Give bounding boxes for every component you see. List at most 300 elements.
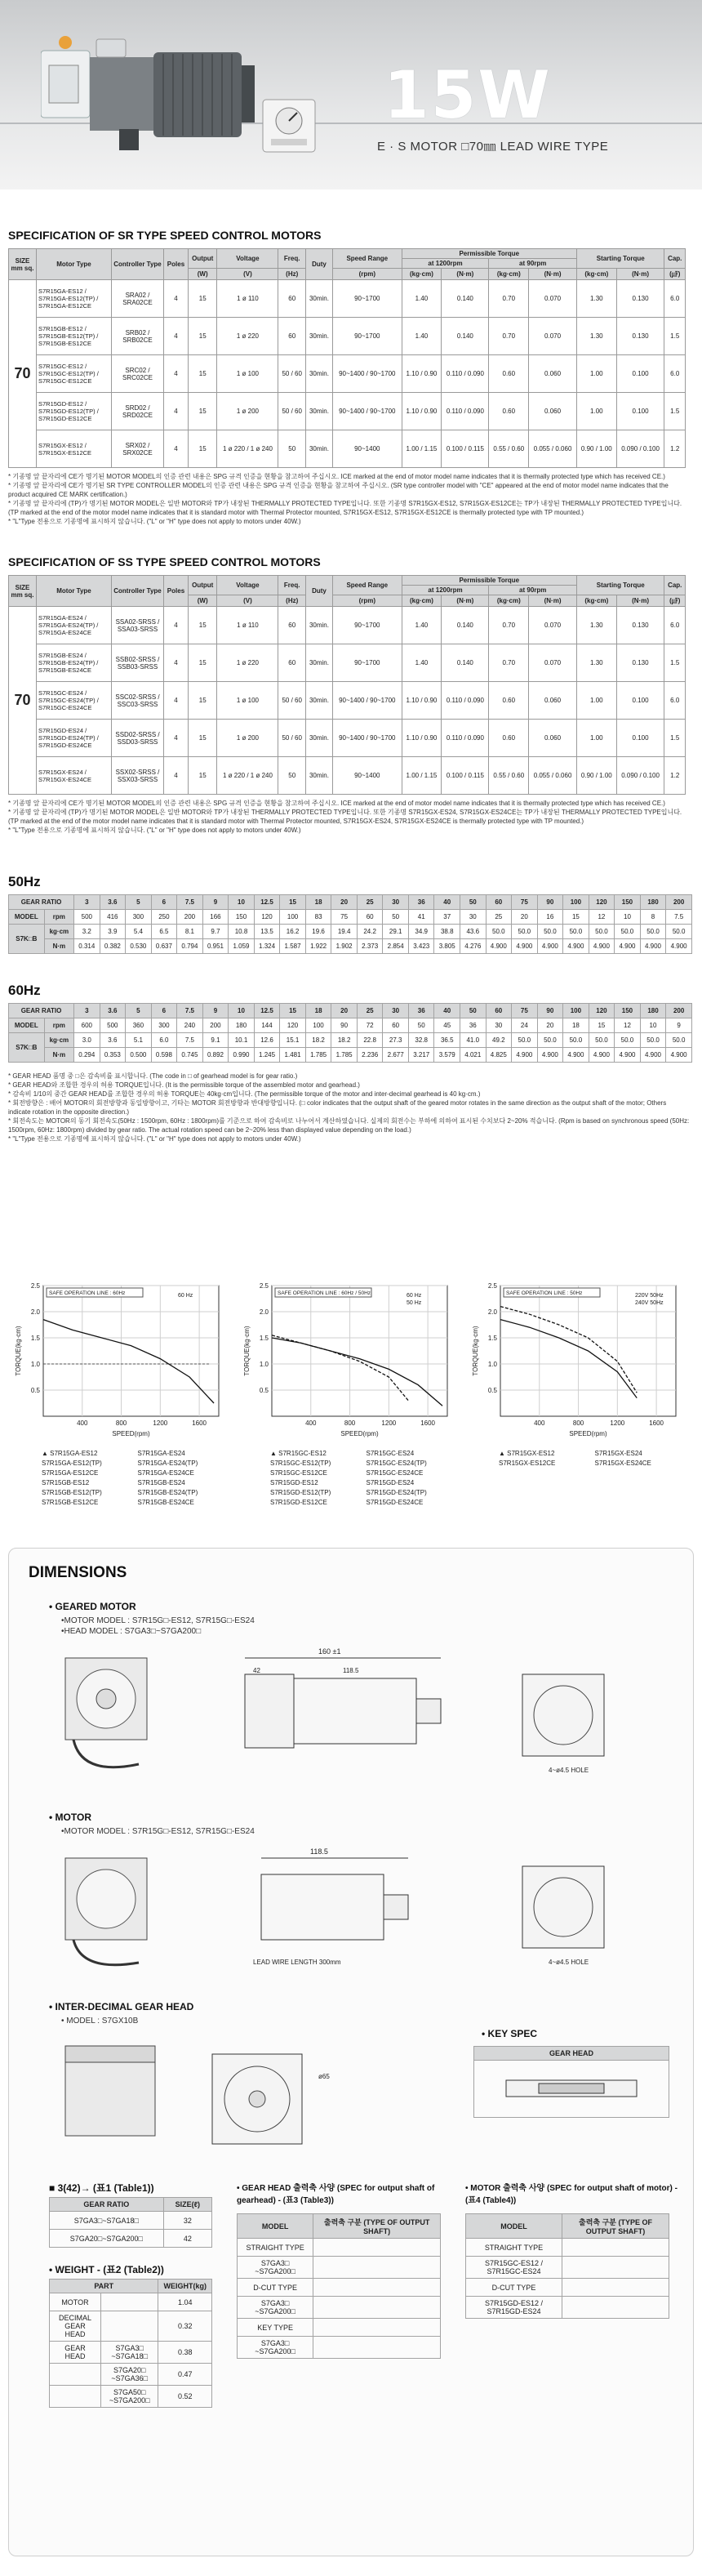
spec-cell-sk: 1.30 (576, 280, 616, 318)
legend-item: S7R15GB-ES12CE (42, 1499, 99, 1506)
sr-notes (8, 472, 690, 526)
rpm-cell: 16 (537, 910, 563, 925)
table3-title: • GEAR HEAD 출력축 사양 (SPEC for output shaft of gearhead) - (표3 (Table3)) (237, 2184, 435, 2205)
gear-ratio-cell: 60 (486, 1004, 512, 1018)
table-cell: MOTOR (50, 2293, 101, 2311)
weight-title: • WEIGHT - (표2 (Table2)) (49, 2264, 164, 2275)
rpm-cell: 300 (151, 1018, 177, 1033)
torque-nm-cell: 0.530 (126, 939, 152, 954)
gear-60hz-table (8, 1003, 692, 1063)
legend-item: S7R15GD-ES24 (366, 1479, 415, 1486)
rpm-cell: 166 (202, 910, 229, 925)
rpm-cell: 60 (357, 910, 383, 925)
speed-controller-image (260, 96, 325, 155)
spec-cell-volt: 1 ø 110 (217, 280, 278, 318)
torque-nm-cell: 4.900 (589, 1048, 615, 1063)
spec-cell-duty: 30min. (305, 682, 332, 720)
rpm-cell: 600 (74, 1018, 100, 1033)
table-cell (313, 2337, 441, 2359)
torque-kg-cell: 50.0 (666, 1033, 692, 1048)
rpm-cell: 100 (305, 1018, 331, 1033)
table-cell: S7GA20□~S7GA200□ (50, 2230, 164, 2248)
rpm-cell: 72 (357, 1018, 383, 1033)
torque-kg-cell: 50.0 (640, 925, 666, 939)
spec-cell-t9k: 0.70 (489, 280, 529, 318)
spec-cell-t1n: 0.140 (442, 280, 489, 318)
y-axis-label: TORQUE(kg·cm) (15, 1326, 22, 1376)
spec-cell-t9n: 0.070 (529, 318, 577, 355)
table-cell: S7GA3□~S7GA18□ (50, 2212, 164, 2230)
torque-nm-cell: 4.900 (512, 1048, 538, 1063)
torque-kg-cell: 6.5 (151, 925, 177, 939)
y-tick-label: 2.5 (259, 1282, 269, 1290)
table-row (50, 2342, 212, 2364)
spec-row (9, 430, 686, 468)
gear-ratio-cell: 15 (280, 1004, 306, 1018)
hero-model-title: 15W (384, 57, 552, 133)
torque-kg-cell: 3.0 (74, 1033, 100, 1048)
key-spec-title: • KEY SPEC (482, 2028, 538, 2039)
gear-ratio-cell: 120 (589, 895, 615, 910)
table-row (238, 2319, 441, 2337)
gear-ratio-cell: 3.6 (100, 895, 126, 910)
gear-ratio-cell: 150 (615, 895, 641, 910)
spec-cell-ctrl: SSX02-SRSS / SSX03-SRSS (112, 757, 164, 795)
table-cell: S7R15GC-ES12 / S7R15GC-ES24 (466, 2257, 562, 2279)
x-tick-label: 400 (77, 1419, 88, 1427)
spec-cell-out: 15 (188, 430, 217, 468)
torque-nm-cell: 0.500 (126, 1048, 152, 1063)
kg-label: kg·cm (44, 1033, 73, 1048)
torque-kg-cell: 3.6 (100, 1033, 126, 1048)
dim-label: LEAD WIRE LENGTH 300mm (253, 1959, 341, 1966)
gear-ratio-cell: 60 (486, 895, 512, 910)
spec-cell-out: 15 (188, 355, 217, 393)
rpm-cell: 500 (100, 1018, 126, 1033)
spec-row (9, 644, 686, 682)
torque-kg-cell: 50.0 (589, 1033, 615, 1048)
rpm-cell: 250 (151, 910, 177, 925)
torque-nm-cell: 4.900 (666, 1048, 692, 1063)
y-tick-label: 0.5 (30, 1387, 40, 1394)
note-item: * 기종명 앞 끝자리에 CE가 명기된 MOTOR MODEL의 인증 관련 내용은 SPG 규격 인증을 현황을 참고하여 주십시오. ICE marked at the end of motor model name indicates that it is thermally protected type which has received CE.) (8, 473, 665, 480)
spec-cell-out: 15 (188, 720, 217, 757)
table-cell: S7GA50□ ~S7GA200□ (100, 2386, 158, 2408)
motor-model: •MOTOR MODEL : S7R15G□-ES12, S7R15G□-ES24 (61, 1827, 255, 1836)
spec-cell-poles: 4 (164, 280, 189, 318)
spec-cell-t9k: 0.60 (489, 355, 529, 393)
spec-row (9, 280, 686, 318)
torque-kg-cell: 43.6 (460, 925, 487, 939)
spec-cell-freq: 60 (278, 280, 306, 318)
gear-notes (8, 1072, 690, 1143)
spec-cell-sn: 0.100 (616, 720, 664, 757)
x-tick-label: 1600 (192, 1419, 207, 1427)
torque-nm-cell: 1.785 (331, 1048, 358, 1063)
spec-cell-volt: 1 ø 220 (217, 644, 278, 682)
torque-nm-cell: 1.902 (331, 939, 358, 954)
spec-cell-freq: 50 / 60 (278, 355, 306, 393)
table-cell (313, 2279, 441, 2297)
gear-ratio-row (9, 895, 692, 910)
spec-cell-out: 15 (188, 393, 217, 430)
table-row (238, 2337, 441, 2359)
torque-kg-cell: 27.3 (383, 1033, 409, 1048)
note-item: * 기종명 앞 끝자리에 (TP)가 명기된 MOTOR MODEL은 일반 MOTOR와 TP가 내장된 THERMALLY PROTECTED TYPE입니다. 또한 기종명 S7R15GX-ES12, S7R15GX-ES12CE는 TP가 내장된 THERMALLY PROTECTED TYPE입니다. (TP marked at the end of the motor model name indicates that it is standard motor with Thermal Protector mounted, S7R15GX-ES12, S7R15GX-ES12CE is thermally protected type with TP mounted.) (8, 500, 682, 516)
torque-nm-cell: 1.481 (280, 1048, 306, 1063)
torque-kg-cell: 15.1 (280, 1033, 306, 1048)
torque-nm-cell: 0.990 (229, 1048, 255, 1063)
torque-nm-cell: 2.854 (383, 939, 409, 954)
note-item: * 회전방향은 : 배어 MOTOR의 회전방향과 동일방향이고, 기타는 MOTOR 회전방향과 반대방향입니다. (□ color indicates that the output shaft of the geared motor rotates in the same direction as the output shaft of the motor; Others indicate rotation in the opposite direction.) (8, 1099, 667, 1116)
torque-kg-cell: 50.0 (563, 1033, 589, 1048)
torque-chart-2 (241, 1274, 457, 1519)
gear-ratio-cell: 200 (666, 895, 692, 910)
spec-cell-volt: 1 ø 100 (217, 355, 278, 393)
gear-ratio-label: GEAR RATIO (9, 895, 74, 910)
model-label: MODEL (9, 1018, 45, 1033)
torque-nm-cell: 0.314 (74, 939, 100, 954)
spec-cell-sn: 0.100 (616, 393, 664, 430)
spec-cell-t9k: 0.70 (489, 607, 529, 644)
spec-cell-t1n: 0.110 / 0.090 (442, 393, 489, 430)
spec-cell-duty: 30min. (305, 757, 332, 795)
torque-nm-cell: 1.245 (254, 1048, 280, 1063)
rpm-cell: 75 (331, 910, 358, 925)
spec-cell-freq: 60 (278, 607, 306, 644)
gear-50hz-table (8, 894, 692, 954)
safe-operation-label: SAFE OPERATION LINE : 50Hz (506, 1290, 583, 1296)
gear-ratio-cell: 36 (408, 895, 434, 910)
gear-ratio-cell: 25 (357, 1004, 383, 1018)
table-header-cell: 출력축 구분 (TYPE OF OUTPUT SHAFT) (562, 2214, 669, 2239)
gear-ratio-cell: 10 (229, 895, 255, 910)
table-header-cell: WEIGHT(kg) (158, 2280, 212, 2293)
torque-kg-cell: 18.2 (331, 1033, 358, 1048)
rpm-cell: 200 (177, 910, 203, 925)
table-cell: 0.52 (158, 2386, 212, 2408)
spec-cell-out: 15 (188, 682, 217, 720)
spec-cell-duty: 30min. (305, 355, 332, 393)
spec-cell-speed: 90~1700 (332, 318, 402, 355)
table-cell: 42 (163, 2230, 211, 2248)
legend-item: S7R15GA-ES24 (137, 1450, 185, 1457)
rpm-cell: 30 (460, 910, 487, 925)
legend-item: S7R15GX-ES24 (594, 1450, 642, 1457)
spec-cell-sn: 0.130 (616, 318, 664, 355)
torque-kg-cell: 50.0 (512, 1033, 538, 1048)
torque-nm-cell: 4.900 (615, 939, 641, 954)
legend-item: S7R15GA-ES24CE (137, 1469, 194, 1477)
hero-banner (0, 0, 702, 189)
series-label: 240V 50Hz (635, 1300, 664, 1306)
gear-rpm-row (9, 1018, 692, 1033)
spec-cell-cap: 1.5 (664, 393, 686, 430)
safe-operation-label: SAFE OPERATION LINE : 60Hz (49, 1290, 126, 1296)
spec-cell-t9n: 0.060 (529, 393, 577, 430)
safe-operation-label: SAFE OPERATION LINE : 60Hz / 50Hz (278, 1290, 371, 1296)
torque-kg-cell: 3.2 (74, 925, 100, 939)
spec-cell-poles: 4 (164, 430, 189, 468)
note-item: * 기종명 앞 끝자리에 (TP)가 명기된 MOTOR MODEL은 일반 MOTOR와 TP가 내장된 THERMALLY PROTECTED TYPE입니다. 또한 기종명 S7R15GX-ES24, S7R15GX-ES24CE는 TP가 내장된 THERMALLY PROTECTED TYPE입니다. (TP marked at the end of the motor model name indicates that it is standard motor with Thermal Protector mounted, S7R15GX-ES24, S7R15GX-ES24CE is thermally protected type with TP mounted.) (8, 809, 682, 825)
table-cell (562, 2239, 669, 2257)
table-cell: 32 (163, 2212, 211, 2230)
spec-cell-t1k: 1.10 / 0.90 (402, 393, 442, 430)
legend-item: S7R15GC-ES12CE (270, 1469, 327, 1477)
torque-kg-cell: 3.9 (100, 925, 126, 939)
torque-kg-cell: 50.0 (537, 925, 563, 939)
spec-cell-out: 15 (188, 280, 217, 318)
legend-item: S7R15GB-ES12 (42, 1479, 90, 1486)
rpm-cell: 41 (408, 910, 434, 925)
gear-ratio-cell: 18 (305, 1004, 331, 1018)
torque-nm-cell: 4.900 (640, 939, 666, 954)
x-axis-label: SPEED(rpm) (112, 1430, 150, 1437)
legend-item: S7R15GD-ES12CE (270, 1499, 327, 1506)
y-axis-label: TORQUE(kg·cm) (243, 1326, 251, 1376)
x-tick-label: 800 (115, 1419, 127, 1427)
spec-cell-poles: 4 (164, 393, 189, 430)
spec-cell-speed: 90~1400 (332, 757, 402, 795)
torque-kg-cell: 9.1 (202, 1033, 229, 1048)
spec-cell-sn: 0.130 (616, 644, 664, 682)
torque-nm-cell: 0.598 (151, 1048, 177, 1063)
table-cell: 0.38 (158, 2342, 212, 2364)
spec-cell-sk: 0.90 / 1.00 (576, 430, 616, 468)
kg-label: kg·cm (44, 925, 73, 939)
spec-cell-t9n: 0.060 (529, 355, 577, 393)
gear-ratio-label: GEAR RATIO (9, 1004, 74, 1018)
rpm-cell: 37 (434, 910, 460, 925)
gear-ratio-cell: 10 (229, 1004, 255, 1018)
rpm-label: rpm (44, 910, 73, 925)
x-tick-label: 800 (344, 1419, 356, 1427)
spec-cell-volt: 1 ø 200 (217, 393, 278, 430)
gear-ratio-cell: 180 (640, 895, 666, 910)
spec-cell-cap: 1.5 (664, 720, 686, 757)
table-cell: KEY TYPE (238, 2319, 313, 2337)
spec-cell-sn: 0.100 (616, 682, 664, 720)
spec-cell-poles: 4 (164, 644, 189, 682)
key-spec-table: GEAR HEAD (473, 2046, 669, 2118)
spec-cell-volt: 1 ø 220 (217, 318, 278, 355)
spec-cell-speed: 90~1400 / 90~1700 (332, 355, 402, 393)
spec-cell-t9k: 0.60 (489, 720, 529, 757)
rpm-cell: 9 (666, 1018, 692, 1033)
rpm-cell: 20 (512, 910, 538, 925)
spec-cell-speed: 90~1700 (332, 607, 402, 644)
sr-spec-table: SIZE mm sq. Motor Type Controller Type Poles Output Voltage Freq. Duty Speed Range Permissible Torque Starting Torque Cap. at 1200rpm at 90rpm (W) (V) (Hz) (rpm) (kg·cm) (N·m) (kg·cm) (N·m) (kg·cm) (N·m) (㎌) 70 S7R15GA-ES12 / S7R15GA-ES12(TP) / S7R15GA-ES12CE SRA02 / SRA02CE 4 15 1 ø 110 60 30min. 90~1700 1.40 0.140 0.70 0.070 1.30 0.130 6.0 S7R15GB-ES12 / S7R15GB-ES12(TP) / S7R15GB-ES12CE SRB02 / SRB02CE 4 15 1 ø 220 60 30min. 90~1700 1.40 0.140 0.70 0.070 1.30 0.130 1.5 S7R15GC-ES12 / S7R15GC-ES12(TP) / S7R15GC-ES12CE SRC02 / SRC02CE 4 15 1 ø 100 50 / 60 30min. 90~1400 / 90~1700 1.10 / 0.90 0.110 / 0.090 0.60 0.060 1.00 0.100 6.0 S7R15GD-ES12 / S7R15GD-ES12(TP) / S7R15GD-ES12CE SRD02 / SRD02CE 4 15 1 ø 200 50 / 60 30min. 90~1400 / 90~1700 1.10 / 0.90 0.110 / 0.090 0.60 0.060 1.00 0.100 1.5 S7R15GX-ES12 / S7R15GX-ES12CE SRX02 / SRX02CE 4 15 1 ø 220 / 1 ø 240 50 30min. 90~1400 1.00 / 1.15 0.100 / 0.115 0.55 / 0.60 0.055 / 0.060 0.90 / 1.00 0.090 / 0.100 1.2 (8, 248, 686, 468)
torque-kg-cell: 50.0 (563, 925, 589, 939)
rpm-cell: 200 (202, 1018, 229, 1033)
spec-cell-model: S7R15GX-ES12 / S7R15GX-ES12CE (37, 430, 112, 468)
plot-area (43, 1286, 219, 1416)
rpm-cell: 10 (640, 1018, 666, 1033)
x-tick-label: 1600 (420, 1419, 436, 1427)
spec-cell-model: S7R15GD-ES24 / S7R15GD-ES24(TP) / S7R15GD-ES24CE (37, 720, 112, 757)
gear-ratio-cell: 5 (126, 895, 152, 910)
dim-label: 118.5 (310, 1847, 328, 1856)
gear-ratio-cell: 90 (537, 1004, 563, 1018)
gear-ratio-cell: 75 (512, 1004, 538, 1018)
torque-kg-cell: 9.7 (202, 925, 229, 939)
table-cell (313, 2239, 441, 2257)
spec-cell-cap: 6.0 (664, 607, 686, 644)
motor-label: S7K□B (9, 1033, 45, 1063)
table-cell (313, 2257, 441, 2279)
size-cell: 70 (9, 280, 37, 468)
y-tick-label: 1.5 (487, 1335, 497, 1342)
torque-kg-cell: 50.0 (640, 1033, 666, 1048)
spec-cell-t1k: 1.00 / 1.15 (402, 757, 442, 795)
table1-title: ■ 3(42)→ (표1 (Table1)) (49, 2182, 154, 2194)
spec-cell-sk: 1.30 (576, 644, 616, 682)
spec-cell-t9n: 0.070 (529, 280, 577, 318)
torque-nm-cell: 4.900 (537, 1048, 563, 1063)
gear-ratio-cell: 100 (563, 895, 589, 910)
rpm-cell: 20 (537, 1018, 563, 1033)
rpm-cell: 50 (408, 1018, 434, 1033)
table-cell (100, 2311, 158, 2342)
geared-motor-title: • GEARED MOTOR (49, 1601, 136, 1612)
gear-ratio-cell: 75 (512, 895, 538, 910)
table-cell: 0.47 (158, 2364, 212, 2386)
gear-ratio-cell: 50 (460, 895, 487, 910)
spec-cell-sk: 0.90 / 1.00 (576, 757, 616, 795)
spec-cell-model: S7R15GB-ES24 / S7R15GB-ES24(TP) / S7R15GB-ES24CE (37, 644, 112, 682)
legend-item: S7R15GC-ES24 (366, 1450, 415, 1457)
table-row (50, 2364, 212, 2386)
torque-nm-cell: 3.805 (434, 939, 460, 954)
rpm-cell: 180 (229, 1018, 255, 1033)
spec-cell-t1k: 1.00 / 1.15 (402, 430, 442, 468)
legend-item: S7R15GB-ES24(TP) (137, 1489, 198, 1496)
legend-item: S7R15GA-ES12(TP) (42, 1460, 102, 1467)
table-header-cell: MODEL (466, 2214, 562, 2239)
spec-cell-t1n: 0.110 / 0.090 (442, 355, 489, 393)
torque-kg-cell: 49.2 (486, 1033, 512, 1048)
rpm-cell: 50 (383, 910, 409, 925)
spec-row (9, 393, 686, 430)
motor-shaft-table (465, 2213, 669, 2319)
ss-spec-table: SIZE mm sq. Motor Type Controller Type Poles Output Voltage Freq. Duty Speed Range Permissible Torque Starting Torque Cap. at 1200rpm at 90rpm (W) (V) (Hz) (rpm) (kg·cm) (N·m) (kg·cm) (N·m) (kg·cm) (N·m) (㎌) 70 S7R15GA-ES24 / S7R15GA-ES24(TP) / S7R15GA-ES24CE SSA02-SRSS / SSA03-SRSS 4 15 1 ø 110 60 30min. 90~1700 1.40 0.140 0.70 0.070 1.30 0.130 6.0 S7R15GB-ES24 / S7R15GB-ES24(TP) / S7R15GB-ES24CE SSB02-SRSS / SSB03-SRSS 4 15 1 ø 220 60 30min. 90~1700 1.40 0.140 0.70 0.070 1.30 0.130 1.5 S7R15GC-ES24 / S7R15GC-ES24(TP) / S7R15GC-ES24CE SSC02-SRSS / SSC03-SRSS 4 15 1 ø 100 50 / 60 30min. 90~1400 / 90~1700 1.10 / 0.90 0.110 / 0.090 0.60 0.060 1.00 0.100 6.0 S7R15GD-ES24 / S7R15GD-ES24(TP) / S7R15GD-ES24CE SSD02-SRSS / SSD03-SRSS 4 15 1 ø 200 50 / 60 30min. 90~1400 / 90~1700 1.10 / 0.90 0.110 / 0.090 0.60 0.060 1.00 0.100 1.5 S7R15GX-ES24 / S7R15GX-ES24CE SSX02-SRSS / SSX03-SRSS 4 15 1 ø 220 / 1 ø 240 50 30min. 90~1400 1.00 / 1.15 0.100 / 0.115 0.55 / 0.60 0.055 / 0.060 0.90 / 1.00 0.090 / 0.100 1.2 (8, 575, 686, 795)
y-axis-label: TORQUE(kg·cm) (472, 1326, 479, 1376)
rpm-cell: 120 (254, 910, 280, 925)
spec-cell-sn: 0.090 / 0.100 (616, 430, 664, 468)
series-label: 220V 50Hz (635, 1293, 664, 1299)
legend-item: S7R15GC-ES24CE (366, 1469, 424, 1477)
spec-cell-t1k: 1.40 (402, 280, 442, 318)
gear-ratio-cell: 30 (383, 895, 409, 910)
torque-kg-cell: 24.2 (357, 925, 383, 939)
torque-nm-cell: 0.353 (100, 1048, 126, 1063)
rpm-cell: 15 (563, 910, 589, 925)
torque-kg-cell: 29.1 (383, 925, 409, 939)
y-tick-label: 2.0 (30, 1308, 40, 1316)
spec-cell-t1n: 0.140 (442, 318, 489, 355)
note-item: * 감속비 1/10의 중간 GEAR HEAD를 조합한 경우의 허용 TORQUE는 40kg·cm입니다. (The permissible torque of the motor and inter-decimal gearhead is 40 kg·cm.) (8, 1090, 481, 1098)
y-tick-label: 1.0 (30, 1361, 40, 1368)
torque-kg-cell: 32.8 (408, 1033, 434, 1048)
spec-cell-sn: 0.090 / 0.100 (616, 757, 664, 795)
table-cell: GEAR HEAD (50, 2342, 101, 2364)
torque-nm-cell: 2.373 (357, 939, 383, 954)
gear-rpm-row (9, 910, 692, 925)
table-cell: S7GA3□ ~S7GA18□ (100, 2342, 158, 2364)
spec-cell-freq: 50 / 60 (278, 720, 306, 757)
spec-cell-t9n: 0.070 (529, 644, 577, 682)
table-header-cell: MODEL (238, 2214, 313, 2239)
torque-nm-cell: 4.900 (563, 1048, 589, 1063)
ss-notes (8, 799, 690, 835)
rpm-cell: 12 (615, 1018, 641, 1033)
legend-item: ▲ S7R15GC-ES12 (270, 1450, 327, 1457)
gearhead-shaft-table (237, 2213, 441, 2359)
x-tick-label: 1200 (381, 1419, 397, 1427)
torque-nm-cell: 3.423 (408, 939, 434, 954)
spec-cell-poles: 4 (164, 318, 189, 355)
spec-cell-t9n: 0.055 / 0.060 (529, 757, 577, 795)
table-row (466, 2279, 669, 2297)
spec-cell-cap: 6.0 (664, 682, 686, 720)
spec-cell-t9k: 0.70 (489, 318, 529, 355)
table-cell: 0.32 (158, 2311, 212, 2342)
table-row (238, 2239, 441, 2257)
torque-kg-cell: 50.0 (589, 925, 615, 939)
inter-model: • MODEL : S7GX10B (61, 2017, 139, 2026)
geared-motor-model: •MOTOR MODEL : S7R15G□-ES12, S7R15G□-ES24 (61, 1616, 255, 1625)
dim-label: 42 (253, 1667, 260, 1674)
spec-cell-speed: 90~1700 (332, 644, 402, 682)
gear-50hz-title: 50Hz (8, 874, 41, 889)
spec-row (9, 607, 686, 644)
series-label: 60 Hz (407, 1293, 422, 1299)
spec-cell-t1n: 0.100 / 0.115 (442, 430, 489, 468)
rpm-cell: 144 (254, 1018, 280, 1033)
x-tick-label: 400 (534, 1419, 545, 1427)
rpm-cell: 240 (177, 1018, 203, 1033)
torque-nm-cell: 1.059 (229, 939, 255, 954)
series-label: 60 Hz (178, 1293, 193, 1299)
spec-cell-speed: 90~1400 (332, 430, 402, 468)
table-row (50, 2311, 212, 2342)
legend-item: S7R15GX-ES24CE (594, 1460, 651, 1467)
torque-nm-cell: 4.900 (640, 1048, 666, 1063)
spec-cell-freq: 50 / 60 (278, 682, 306, 720)
spec-cell-ctrl: SSB02-SRSS / SSB03-SRSS (112, 644, 164, 682)
spec-cell-model: S7R15GB-ES12 / S7R15GB-ES12(TP) / S7R15GB-ES12CE (37, 318, 112, 355)
spec-cell-t9n: 0.060 (529, 720, 577, 757)
x-axis-label: SPEED(rpm) (340, 1430, 379, 1437)
torque-nm-cell: 1.922 (305, 939, 331, 954)
rpm-label: rpm (44, 1018, 73, 1033)
dimensions-title: DIMENSIONS (29, 1564, 127, 1581)
rpm-cell: 45 (434, 1018, 460, 1033)
table-header-cell: 출력축 구분 (TYPE OF OUTPUT SHAFT) (313, 2214, 441, 2239)
table-cell (50, 2386, 101, 2408)
spec-cell-ctrl: SSC02-SRSS / SSC03-SRSS (112, 682, 164, 720)
rpm-cell: 24 (512, 1018, 538, 1033)
note-item: * 회전속도는 MOTOR의 동기 회전속도(50Hz : 1500rpm, 60Hz : 1800rpm)를 기준으로 하여 감속비로 나누어서 계산하였습니다. 실제의 회전수는 부하에 의하여 표시된 수치보다 2~20% 적습니다. (Rpm is based on synchronous speed (50Hz: 1500rpm, 60Hz: 1800rpm) divided by gear ratio. The actual rotation speed can be 2~20% less than displayed value depending on the load.) (8, 1117, 690, 1134)
motor-drawing (49, 1842, 669, 1989)
chart-legend (270, 1449, 457, 1508)
torque-nm-cell: 4.900 (666, 939, 692, 954)
gear-ratio-cell: 150 (615, 1004, 641, 1018)
spec-cell-speed: 90~1400 / 90~1700 (332, 720, 402, 757)
rpm-cell: 10 (615, 910, 641, 925)
gear-ratio-cell: 200 (666, 1004, 692, 1018)
table-row (238, 2279, 441, 2297)
